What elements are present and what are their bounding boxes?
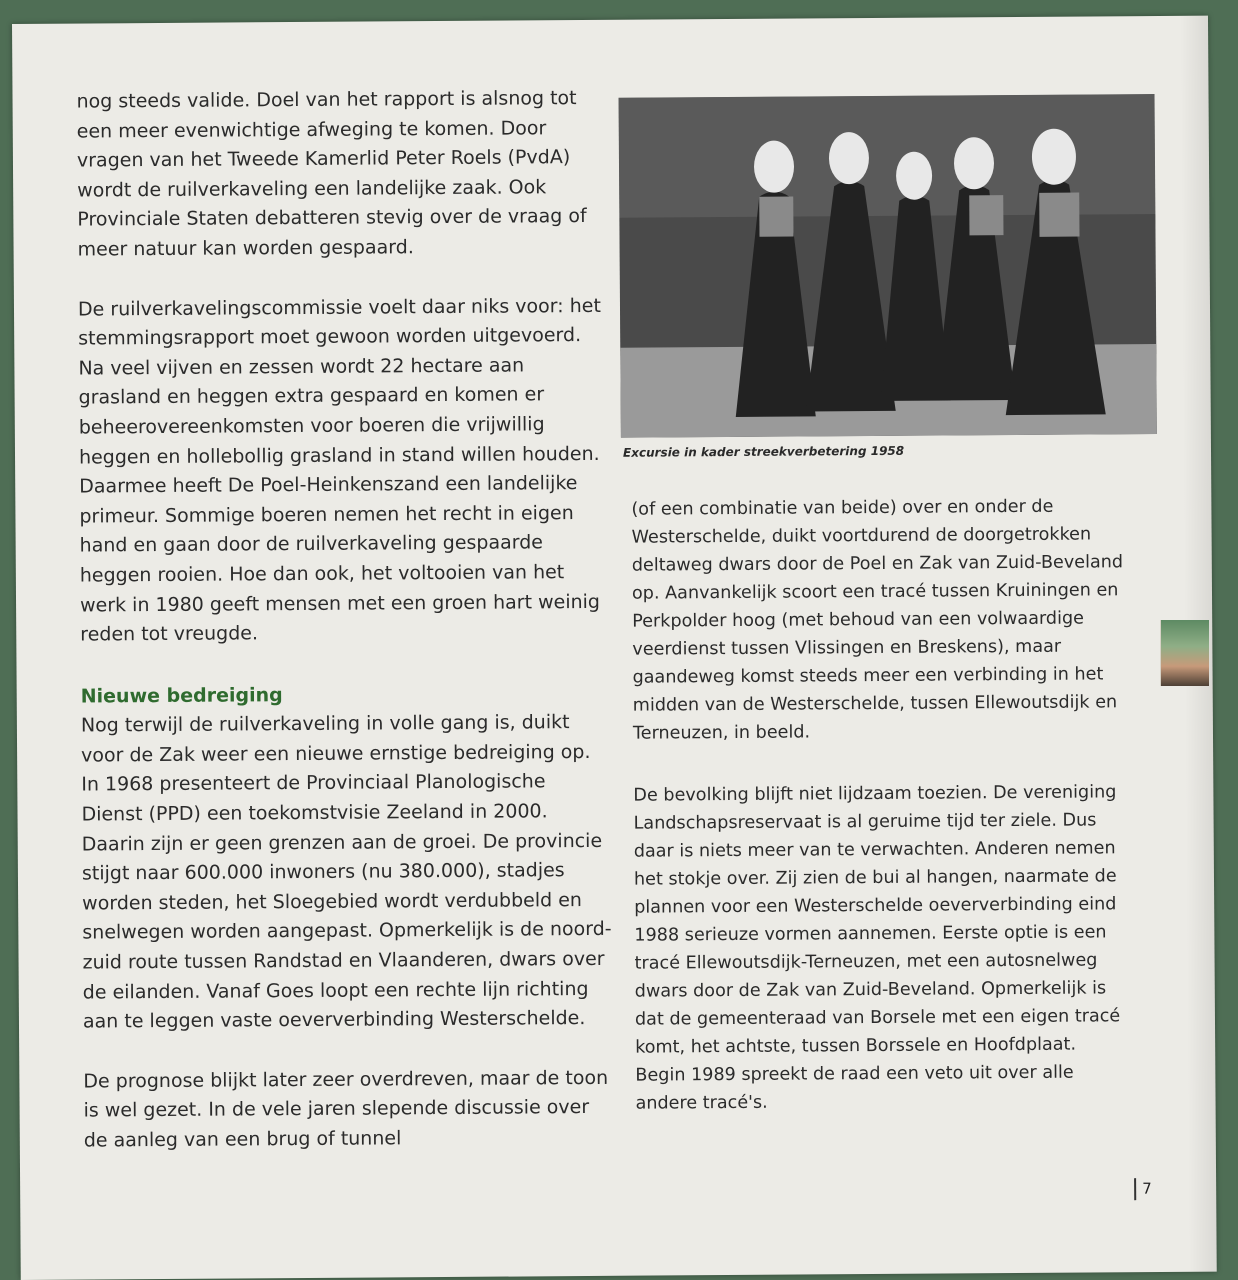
left-paragraph-1: nog steeds valide. Doel van het rapport is alsnog tot een meer evenwichtige afweging te komen. Door vragen van het Tweede Kamerlid Peter Roels (PvdA) wordt de ruilverkaveling een landelijke zaak. Ook Provinciale Staten debatteren stevig over de vraag of meer natuur kan worden gespaard. [76, 87, 587, 261]
historic-photo [619, 94, 1157, 438]
section-heading: Nieuwe bedreiging [80, 683, 283, 708]
page-number-divider [1134, 1178, 1136, 1200]
right-column-bottom [633, 778, 1131, 1117]
left-column [76, 84, 613, 1156]
page-number-value: 7 [1142, 1179, 1152, 1198]
left-paragraph-2: De ruilverkavelingscommissie voelt daar niks voor: het stemmingsrapport moet gewoon worden uitgevoerd. Na veel vijven en zessen wordt 22 hectare aan grasland en heggen extra gespaard en komen er beheerovereenkomsten voor boeren die vrijwillig heggen en hollebollig grasland in stand willen houden. Daarmee heeft De Poel-Heinkenszand een landelijke primeur. Sommige boeren nemen het recht in eigen hand en gaan door de ruilverkaveling gespaarde heggen rooien. Hoe dan ook, het voltooien van het werk in 1980 geeft mensen met een groen hart weinig reden tot vreugde. [77, 294, 601, 646]
left-paragraph-3: Nog terwijl de ruilverkaveling in volle gang is, duikt voor de Zak weer een nieuwe ernstige bedreiging op. In 1968 presenteert de Provinciaal Planologische Dienst (PPD) een toekomstvisie Zeeland in 2000. Daarin zijn er geen grenzen aan de groei. De provincie stijgt naar 600.000 inwoners (nu 380.000), stadjes worden steden, het Sloegebied wordt verdubbeld en snelwegen worden aangepast. Opmerkelijk is de noord-zuid route tussen Randstad en Vlaanderen, dwars over de eilanden. Vanaf Goes loopt een rechte lijn richting aan te leggen vaste oeververbinding Westerschelde. [80, 711, 612, 1033]
page-number [1134, 1178, 1152, 1200]
right-paragraph-2: De bevolking blijft niet lijdzaam toezien. De vereniging Landschapsreservaat is al geruime tijd ter ziele. Dus daar is niets meer van te verwachten. Anderen nemen het stokje over. Zij zien de bui al hangen, naarmate de plannen voor een Westerschelde oeververbinding eind 1988 serieuze vormen aannemen. Eerste optie is een tracé Ellewoutsdijk-Terneuzen, met een autosnelweg dwars door de Zak van Zuid-Beveland. Opmerkelijk is dat de gemeenteraad van Borsele met een eigen tracé komt, het achtste, tussen Borssele en Hoofdplaat. Begin 1989 spreekt de raad een veto uit over alle andere tracé's. [633, 782, 1121, 1114]
photo-illustration [619, 94, 1157, 438]
next-page-thumbnail [1160, 620, 1209, 686]
left-paragraph-4: De prognose blijkt later zeer overdreven, maar de toon is wel gezet. In de vele jaren slepende discussie over de aanleg van een brug of tunnel [83, 1066, 609, 1152]
right-column-top [631, 492, 1129, 747]
book-page [12, 16, 1217, 1280]
right-paragraph-1: (of een combinatie van beide) over en onder de Westerschelde, duikt voortdurend de doorgetrokken deltaweg dwars door de Poel en Zak van Zuid-Beveland op. Aanvankelijk scoort een tracé tussen Kruiningen en Perkpolder hoog (met behoud van een volwaardige veerdienst tussen Vlissingen en Breskens), maar gaandeweg komst steeds meer een verbinding in het midden van de Westerschelde, tussen Ellewoutsdijk en Terneuzen, in beeld. [631, 496, 1124, 744]
photo-caption: Excursie in kader streekverbetering 1958 [622, 443, 905, 460]
